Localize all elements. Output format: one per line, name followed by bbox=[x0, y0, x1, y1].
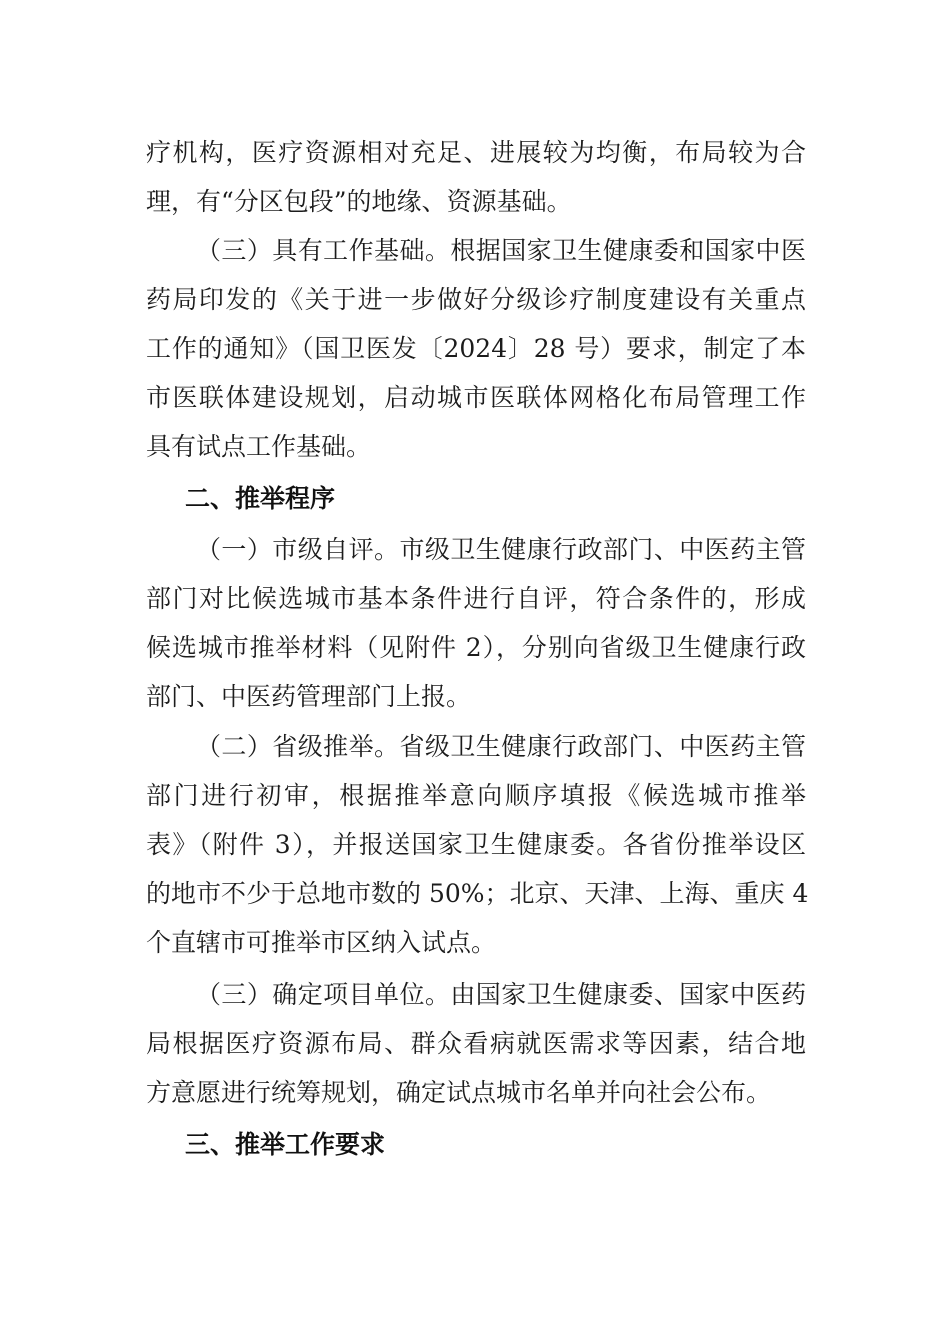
paragraph-line: 表》（附件 3），并报送国家卫生健康委。各省份推举设区 bbox=[146, 830, 806, 859]
paragraph-line: 具有试点工作基础。 bbox=[146, 432, 372, 461]
paragraph-line: （二）省级推举。省级卫生健康行政部门、中医药主管 bbox=[196, 732, 806, 761]
paragraph-line: 部门、中医药管理部门上报。 bbox=[146, 682, 472, 711]
paragraph-line: 疗机构，医疗资源相对充足、进展较为均衡，布局较为合 bbox=[146, 138, 806, 167]
paragraph-line: 理，有“分区包段”的地缘、资源基础。 bbox=[146, 187, 572, 216]
paragraph-line: 工作的通知》（国卫医发〔2024〕28 号）要求，制定了本 bbox=[146, 334, 806, 363]
paragraph-line: （三）具有工作基础。根据国家卫生健康委和国家中医 bbox=[196, 236, 806, 265]
paragraph-line: 个直辖市可推举市区纳入试点。 bbox=[146, 928, 497, 957]
paragraph-line: 部门对比候选城市基本条件进行自评，符合条件的，形成 bbox=[146, 584, 806, 613]
paragraph-line: 市医联体建设规划，启动城市医联体网格化布局管理工作 bbox=[146, 383, 806, 412]
paragraph-line: 候选城市推举材料（见附件 2），分别向省级卫生健康行政 bbox=[146, 633, 806, 662]
paragraph-line: 局根据医疗资源布局、群众看病就医需求等因素，结合地 bbox=[146, 1029, 806, 1058]
paragraph-line: 药局印发的《关于进一步做好分级诊疗制度建设有关重点 bbox=[146, 285, 806, 314]
paragraph-line: 的地市不少于总地市数的 50%；北京、天津、上海、重庆 4 bbox=[146, 879, 809, 908]
section-heading: 二、推举程序 bbox=[185, 484, 336, 513]
section-heading: 三、推举工作要求 bbox=[185, 1130, 386, 1159]
paragraph-line: （三）确定项目单位。由国家卫生健康委、国家中医药 bbox=[196, 980, 806, 1009]
paragraph-line: 部门进行初审，根据推举意向顺序填报《候选城市推举 bbox=[146, 781, 806, 810]
paragraph-line: 方意愿进行统筹规划，确定试点城市名单并向社会公布。 bbox=[146, 1078, 772, 1107]
paragraph-line: （一）市级自评。市级卫生健康行政部门、中医药主管 bbox=[196, 535, 806, 564]
